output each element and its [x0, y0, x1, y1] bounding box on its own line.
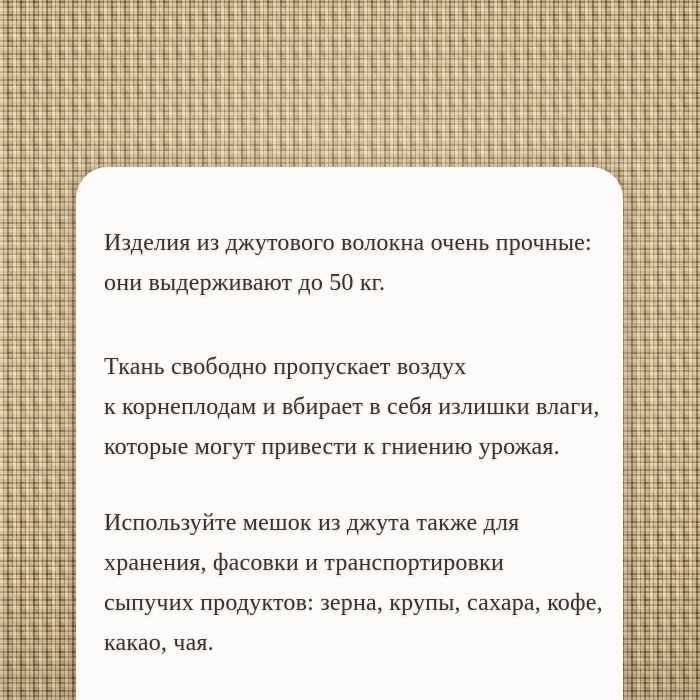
- info-card: [76, 167, 623, 700]
- paragraph-breathability: [104, 347, 605, 467]
- paragraph-durability: [104, 223, 605, 303]
- paragraph-usage: [104, 503, 605, 663]
- text-line: к корнеплодам и вбирает в себя излишки влаги,: [104, 394, 600, 420]
- text-line: хранения, фасовки и транспортировки: [104, 550, 505, 576]
- text-line: сыпучих продуктов: зерна, крупы, сахара, кофе,: [104, 590, 603, 616]
- text-line: они выдерживают до 50 кг.: [104, 270, 386, 296]
- text-line: какао, чая.: [104, 630, 214, 656]
- text-line: Используйте мешок из джута также для: [104, 510, 520, 536]
- text-line: Ткань свободно пропускает воздух: [104, 354, 467, 380]
- text-line: которые могут привести к гниению урожая.: [104, 434, 560, 460]
- text-line: Изделия из джутового волокна очень прочные:: [104, 230, 592, 256]
